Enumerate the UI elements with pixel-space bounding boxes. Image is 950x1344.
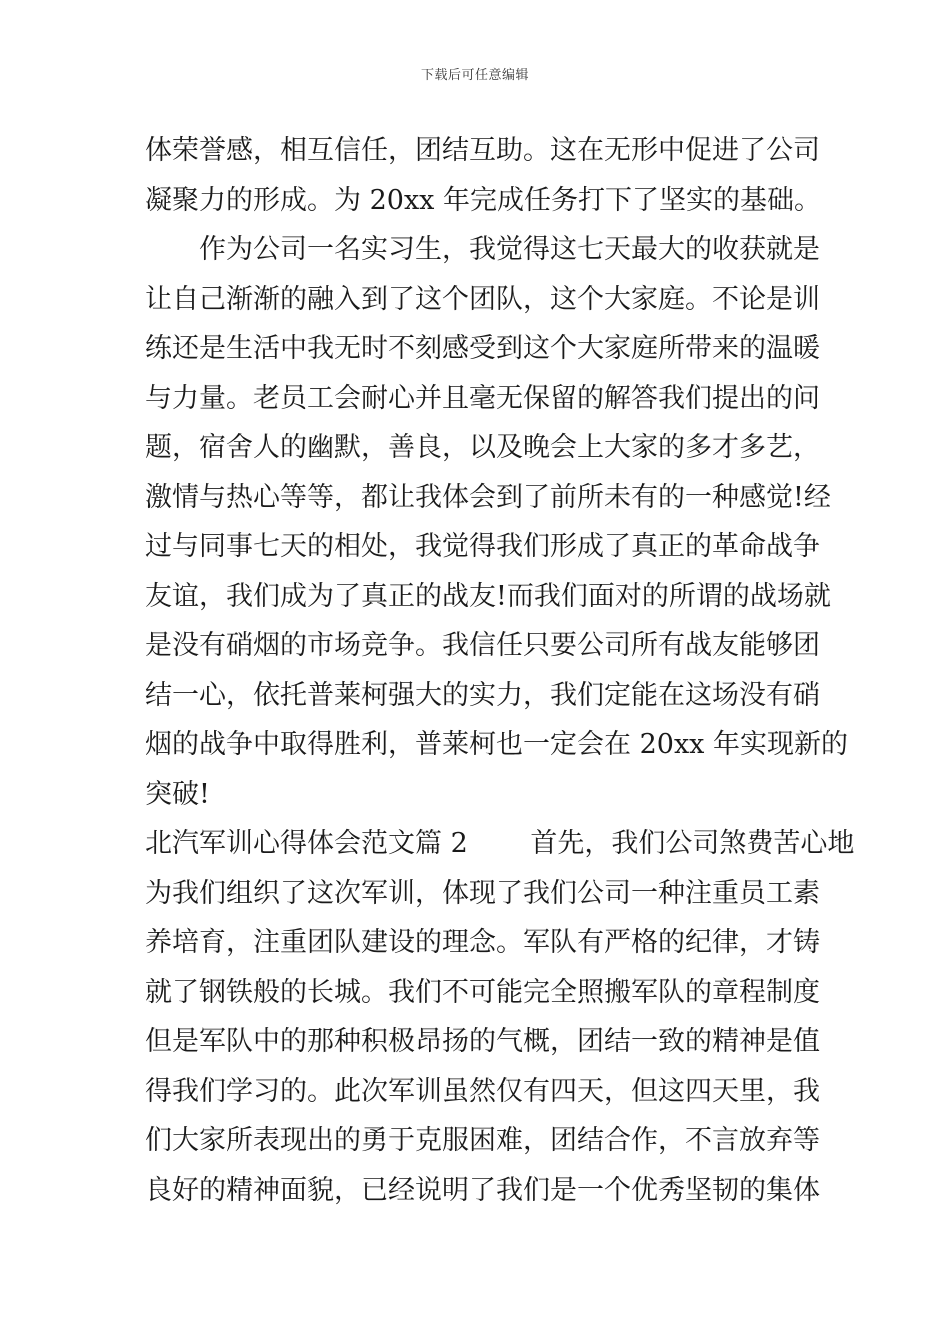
text-line: 激情与热心等等，都让我体会到了前所未有的一种感觉!经	[145, 481, 831, 513]
text-line: 体荣誉感，相互信任，团结互助。这在无形中促进了公司	[145, 135, 820, 166]
text-line: 作为公司一名实习生，我觉得这七天最大的收获就是	[199, 234, 820, 265]
text-line: 与力量。老员工会耐心并且毫无保留的解答我们提出的问	[145, 382, 820, 414]
text-line: 过与同事七天的相处，我觉得我们形成了真正的革命战争	[145, 531, 820, 562]
text-line: 练还是生活中我无时不刻感受到这个大家庭所带来的温暖	[145, 333, 820, 364]
text-line: 友谊，我们成为了真正的战友!而我们面对的所谓的战场就	[145, 580, 831, 612]
text-line: 结一心，依托普莱柯强大的实力，我们定能在这场没有硝	[145, 679, 820, 711]
text-line: 但是军队中的那种积极昂扬的气概，团结一致的精神是值	[145, 1026, 820, 1057]
text-line: 得我们学习的。此次军训虽然仅有四天，但这四天里，我	[145, 1075, 820, 1107]
text-line: 题，宿舍人的幽默，善良，以及晚会上大家的多才多艺，	[145, 432, 820, 463]
text-line: 为我们组织了这次军训，体现了我们公司一种注重员工素	[145, 877, 820, 909]
text-line: 烟的战争中取得胜利，普莱柯也一定会在 20xx 年实现新的	[145, 729, 848, 760]
text-line: 良好的精神面貌，已经说明了我们是一个优秀坚韧的集体	[145, 1174, 820, 1206]
text-line: 们大家所表现出的勇于克服困难，团结合作，不言放弃等	[145, 1125, 820, 1156]
document-body	[145, 126, 855, 1215]
page-header: 下载后可任意编辑	[420, 68, 529, 83]
text-line: 养培育，注重团队建设的理念。军队有严格的纪律，才铸	[145, 927, 820, 958]
text-line: 北汽军训心得体会范文篇 2 首先，我们公司煞费苦心地	[145, 828, 855, 859]
text-line: 突破!	[145, 778, 210, 810]
text-line: 就了钢铁般的长城。我们不可能完全照搬军队的章程制度	[145, 976, 820, 1008]
text-line: 让自己渐渐的融入到了这个团队，这个大家庭。不论是训	[145, 283, 820, 315]
text-line: 是没有硝烟的市场竞争。我信任只要公司所有战友能够团	[145, 630, 820, 661]
text-line: 凝聚力的形成。为 20xx 年完成任务打下了坚实的基础。	[145, 184, 821, 216]
